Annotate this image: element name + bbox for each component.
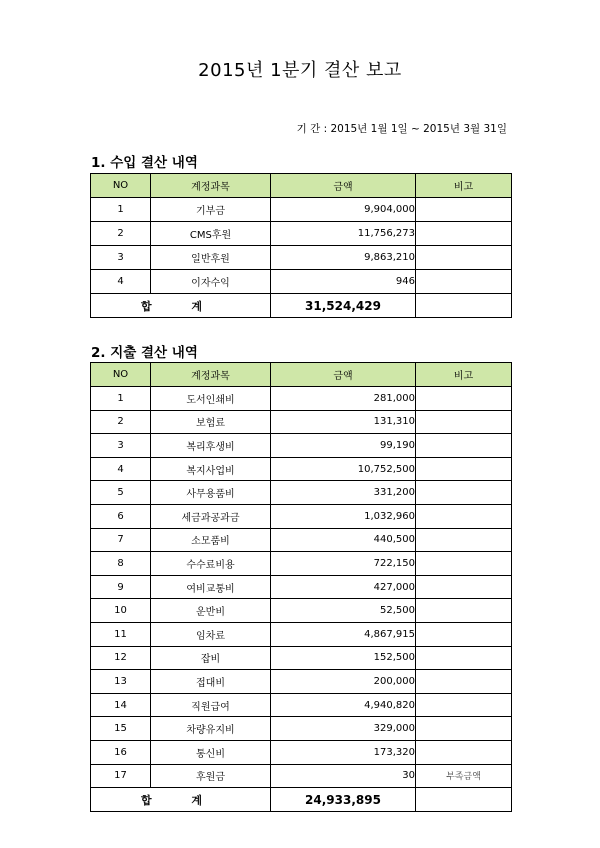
expense-rows	[91, 387, 512, 788]
row-no: 15	[91, 717, 151, 741]
header-amount: 금액	[271, 363, 416, 387]
row-amount: 4,940,820	[271, 693, 416, 717]
table-row	[91, 740, 512, 764]
table-row	[91, 528, 512, 552]
expense-header-row	[91, 363, 512, 387]
row-note	[416, 246, 512, 270]
table-row	[91, 622, 512, 646]
row-no: 8	[91, 552, 151, 576]
row-no: 9	[91, 575, 151, 599]
row-no: 2	[91, 410, 151, 434]
row-no: 6	[91, 504, 151, 528]
table-row	[91, 222, 512, 246]
row-no: 12	[91, 646, 151, 670]
row-account: 후원금	[151, 764, 271, 788]
row-no: 4	[91, 457, 151, 481]
row-account: 접대비	[151, 670, 271, 694]
row-amount: 281,000	[271, 387, 416, 411]
row-note	[416, 434, 512, 458]
row-amount: 99,190	[271, 434, 416, 458]
row-amount: 173,320	[271, 740, 416, 764]
row-amount: 946	[271, 270, 416, 294]
row-amount: 30	[271, 764, 416, 788]
row-account: 직원급여	[151, 693, 271, 717]
table-row	[91, 693, 512, 717]
header-note: 비고	[416, 363, 512, 387]
row-no: 11	[91, 622, 151, 646]
row-account: 복리후생비	[151, 434, 271, 458]
page-title: 2015년 1분기 결산 보고	[198, 60, 402, 81]
expense-table	[90, 362, 512, 812]
row-no: 2	[91, 222, 151, 246]
row-note	[416, 410, 512, 434]
row-account: 통신비	[151, 740, 271, 764]
row-note	[416, 481, 512, 505]
row-note	[416, 740, 512, 764]
row-amount: 152,500	[271, 646, 416, 670]
row-no: 4	[91, 270, 151, 294]
row-amount: 10,752,500	[271, 457, 416, 481]
table-row	[91, 670, 512, 694]
row-no: 3	[91, 434, 151, 458]
table-row	[91, 246, 512, 270]
header-no: NO	[91, 174, 151, 198]
row-amount: 9,904,000	[271, 198, 416, 222]
row-amount: 427,000	[271, 575, 416, 599]
table-row	[91, 481, 512, 505]
header-account: 계정과목	[151, 363, 271, 387]
expense-total-label: 합 계	[91, 788, 271, 812]
row-note	[416, 504, 512, 528]
table-row	[91, 198, 512, 222]
row-no: 1	[91, 198, 151, 222]
row-note	[416, 575, 512, 599]
row-amount: 131,310	[271, 410, 416, 434]
row-note	[416, 457, 512, 481]
table-row	[91, 646, 512, 670]
row-amount: 52,500	[271, 599, 416, 623]
row-amount: 329,000	[271, 717, 416, 741]
row-note	[416, 222, 512, 246]
row-no: 17	[91, 764, 151, 788]
row-no: 13	[91, 670, 151, 694]
row-account: 차량유지비	[151, 717, 271, 741]
expense-section-heading: 2. 지출 결산 내역	[91, 345, 198, 361]
row-account: 임차료	[151, 622, 271, 646]
row-account: 일반후원	[151, 246, 271, 270]
row-no: 5	[91, 481, 151, 505]
row-account: 수수료비용	[151, 552, 271, 576]
row-note	[416, 198, 512, 222]
table-row	[91, 717, 512, 741]
header-no: NO	[91, 363, 151, 387]
table-row	[91, 410, 512, 434]
table-row	[91, 457, 512, 481]
row-amount: 722,150	[271, 552, 416, 576]
row-no: 10	[91, 599, 151, 623]
income-section-heading: 1. 수입 결산 내역	[91, 155, 198, 171]
row-note	[416, 528, 512, 552]
expense-total-note	[416, 788, 512, 812]
row-no: 1	[91, 387, 151, 411]
income-total-amount: 31,524,429	[271, 294, 416, 318]
row-account: 이자수익	[151, 270, 271, 294]
table-row	[91, 575, 512, 599]
income-rows	[91, 198, 512, 294]
row-amount: 9,863,210	[271, 246, 416, 270]
table-row	[91, 504, 512, 528]
row-account: 세금과공과금	[151, 504, 271, 528]
row-account: 잡비	[151, 646, 271, 670]
income-table	[90, 173, 512, 318]
row-amount: 200,000	[271, 670, 416, 694]
row-no: 3	[91, 246, 151, 270]
header-amount: 금액	[271, 174, 416, 198]
row-account: 사무용품비	[151, 481, 271, 505]
row-note	[416, 670, 512, 694]
expense-total-amount: 24,933,895	[271, 788, 416, 812]
row-account: 복지사업비	[151, 457, 271, 481]
row-no: 16	[91, 740, 151, 764]
row-note: 부족금액	[416, 764, 512, 788]
table-row	[91, 270, 512, 294]
row-note	[416, 646, 512, 670]
row-note	[416, 693, 512, 717]
row-amount: 331,200	[271, 481, 416, 505]
row-account: 여비교통비	[151, 575, 271, 599]
row-amount: 440,500	[271, 528, 416, 552]
income-total-note	[416, 294, 512, 318]
row-amount: 4,867,915	[271, 622, 416, 646]
table-row	[91, 387, 512, 411]
row-note	[416, 552, 512, 576]
table-row	[91, 599, 512, 623]
row-note	[416, 599, 512, 623]
table-row	[91, 552, 512, 576]
row-note	[416, 622, 512, 646]
income-header-row	[91, 174, 512, 198]
row-amount: 11,756,273	[271, 222, 416, 246]
row-no: 14	[91, 693, 151, 717]
table-row	[91, 764, 512, 788]
row-account: CMS후원	[151, 222, 271, 246]
row-note	[416, 387, 512, 411]
header-account: 계정과목	[151, 174, 271, 198]
table-row	[91, 434, 512, 458]
row-note	[416, 717, 512, 741]
row-amount: 1,032,960	[271, 504, 416, 528]
row-account: 운반비	[151, 599, 271, 623]
expense-total-row	[91, 788, 512, 812]
row-note	[416, 270, 512, 294]
income-total-label: 합 계	[91, 294, 271, 318]
row-no: 7	[91, 528, 151, 552]
header-note: 비고	[416, 174, 512, 198]
row-account: 기부금	[151, 198, 271, 222]
row-account: 보험료	[151, 410, 271, 434]
row-account: 도서인쇄비	[151, 387, 271, 411]
row-account: 소모품비	[151, 528, 271, 552]
income-total-row	[91, 294, 512, 318]
reporting-period: 기 간 : 2015년 1월 1일 ~ 2015년 3월 31일	[296, 123, 507, 135]
